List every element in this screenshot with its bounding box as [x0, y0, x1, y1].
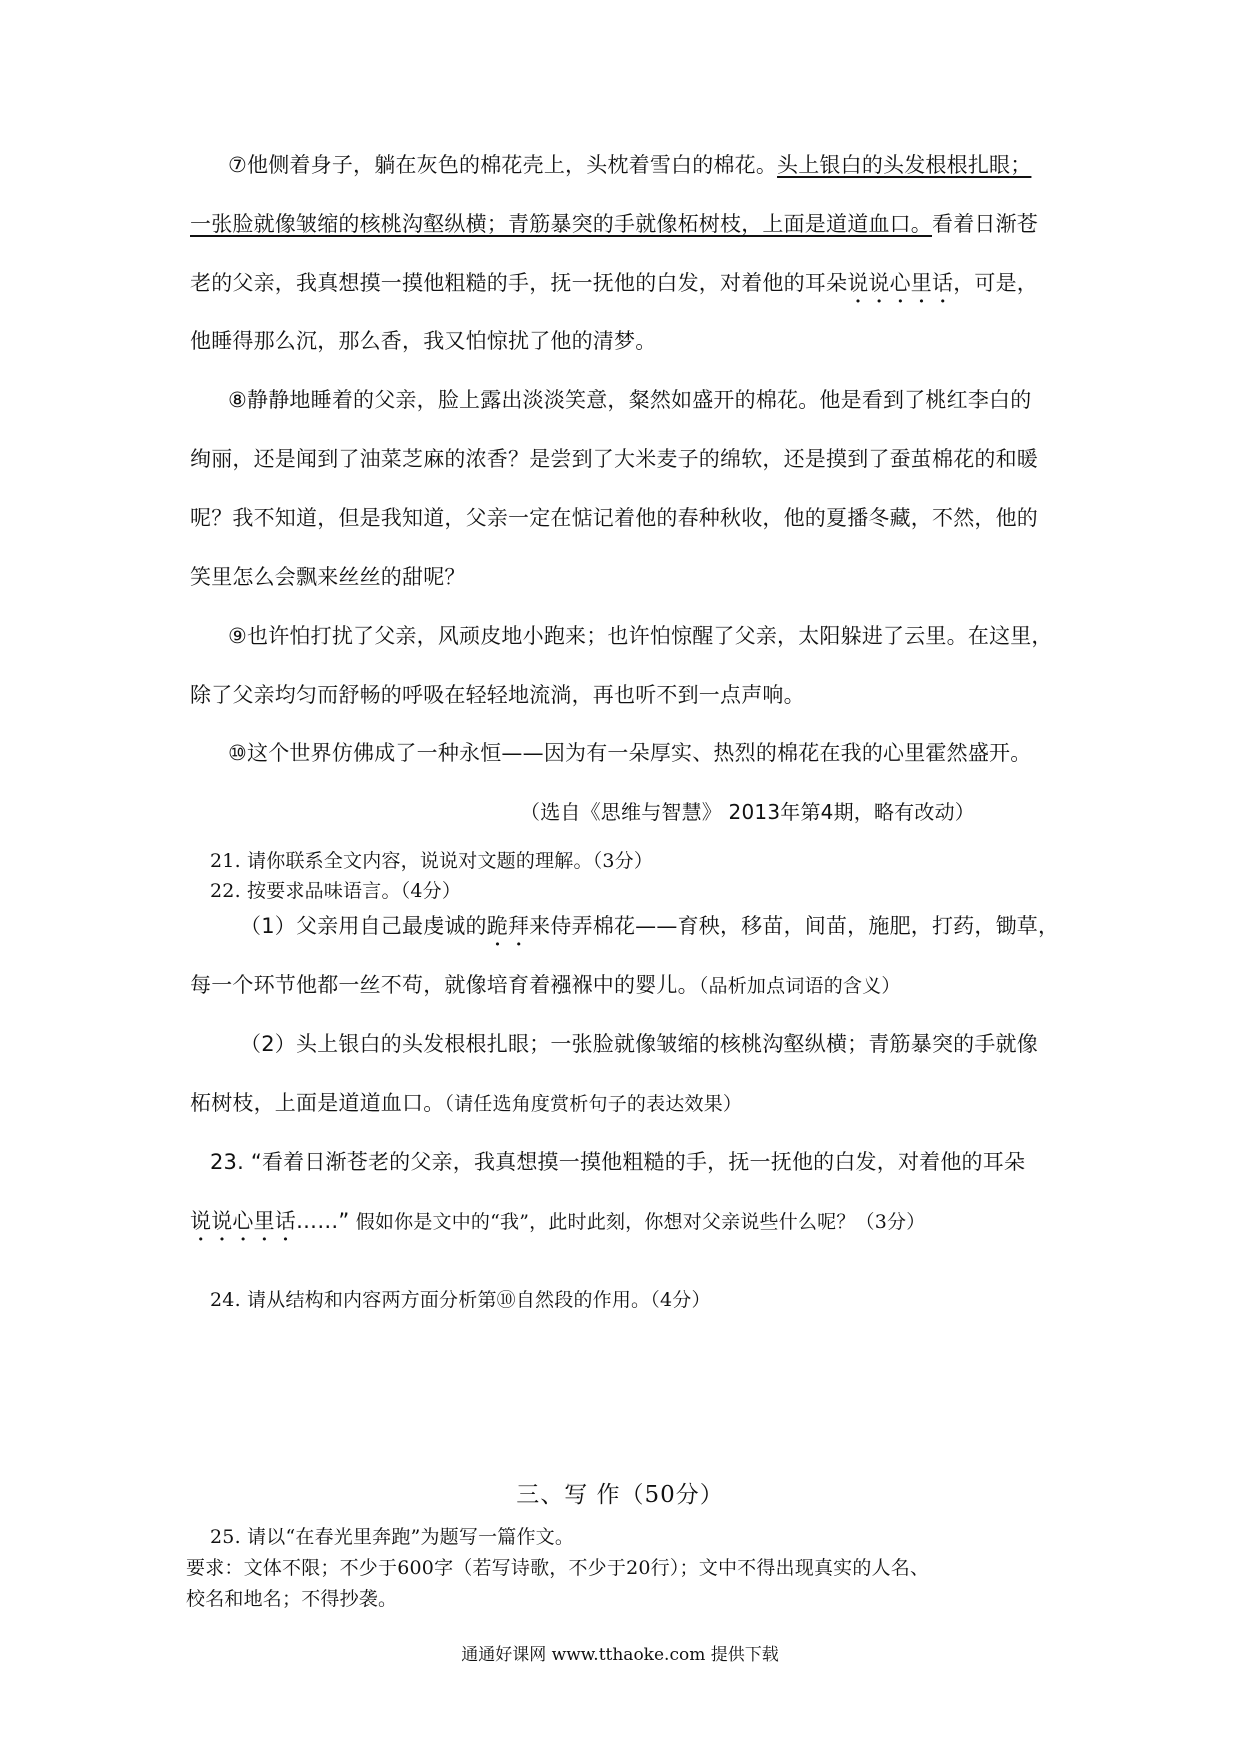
p8-line-4: 笑里怎么会飘来丝丝的甜呢？ — [190, 565, 466, 589]
dotted-phrase: 说说心里话 — [190, 1209, 296, 1233]
question-22-1-line-2 — [190, 970, 1070, 1001]
q22-1-text: 来侍弄棉花——育秧，移苗，间苗，施肥，打药，锄草， — [529, 914, 1060, 938]
question-25: 25. 请以“在春光里奔跑”为题写一篇作文。 — [210, 1526, 575, 1548]
q22-1-text: 每一个环节他都一丝不苟，就像培育着襁褓中的婴儿。 — [190, 973, 699, 997]
instruction-note: （请任选角度赏析句子的表达效果） — [444, 1093, 743, 1115]
source-citation: （选自《思维与智慧》 2013年第4期，略有改动） — [520, 800, 975, 824]
writing-requirements-line-2: 校名和地名；不得抄袭。 — [186, 1588, 398, 1610]
page-footer: 通通好课网 www.tthaoke.com 提供下载 — [461, 1645, 779, 1665]
p7-line-3 — [190, 268, 1070, 308]
writing-requirements-line-1: 要求：文体不限；不少于600字（若写诗歌，不少于20行）；文中不得出现真实的人名、 — [186, 1557, 930, 1579]
p8-line-3: 呢？我不知道，但是我知道，父亲一定在惦记着他的春种秋收，他的夏播冬藏，不然，他的 — [190, 506, 1038, 530]
underlined-sentence: 一张脸就像皱缩的核桃沟壑纵横；青筋暴突的手就像柘树枝，上面是道道血口。 — [190, 212, 932, 236]
p7-text: 看着日渐苍 — [932, 212, 1038, 236]
section-heading-writing: 三、写 作（50分） — [516, 1482, 724, 1508]
p8-line-1: ⑧静静地睡着的父亲，脸上露出淡淡笑意，粲然如盛开的棉花。他是看到了桃红李白的 — [228, 388, 1032, 412]
q23-text: 假如你是文中的“我”，此时此刻，你想对父亲说些什么呢？（3分） — [349, 1211, 926, 1233]
underlined-sentence: 头上银白的头发根根扎眼； — [777, 153, 1032, 177]
dotted-word: 跪拜 — [486, 914, 530, 938]
p7-text: 老的父亲，我真想摸一摸他粗糙的手，抚一抚他的白发，对着他的耳朵 — [190, 271, 848, 295]
p7-line-4: 他睡得那么沉，那么香，我又怕惊扰了他的清梦。 — [190, 329, 657, 353]
question-23-line-2 — [190, 1206, 1070, 1246]
question-22-1-line-1 — [240, 911, 1120, 951]
p7-line-2 — [190, 209, 1070, 239]
p9-line-1: ⑨也许怕打扰了父亲，风顽皮地小跑来；也许怕惊醒了父亲，太阳躲进了云里。在这里， — [228, 624, 1053, 648]
question-24: 24. 请从结构和内容两方面分析第⑩自然段的作用。（4分） — [210, 1289, 711, 1311]
p10-line: ⑩这个世界仿佛成了一种永恒——因为有一朵厚实、热烈的棉花在我的心里霍然盛开。 — [228, 741, 1032, 765]
question-21: 21. 请你联系全文内容，说说对文题的理解。（3分） — [210, 850, 654, 872]
p7-text: ，可是， — [953, 271, 1039, 295]
question-23-line-1: 23. “看着日渐苍老的父亲，我真想摸一摸他粗糙的手，抚一抚他的白发，对着他的耳朵 — [210, 1150, 1026, 1174]
p8-line-2: 绚丽，还是闻到了油菜芝麻的浓香？是尝到了大米麦子的绵软，还是摸到了蚕茧棉花的和暖 — [190, 447, 1038, 471]
p7-text: ⑦他侧着身子，躺在灰色的棉花壳上，头枕着雪白的棉花。 — [228, 153, 778, 177]
q22-1-text: （1）父亲用自己最虔诚的 — [240, 914, 487, 938]
question-22-2-line-1: （2）头上银白的头发根根扎眼；一张脸就像皱缩的核桃沟壑纵横；青筋暴突的手就像 — [240, 1032, 1038, 1056]
question-22-2-line-2 — [190, 1088, 1070, 1119]
instruction-note: （品析加点词语的含义） — [698, 975, 901, 997]
question-22: 22. 按要求品味语言。（4分） — [210, 880, 462, 902]
p9-line-2: 除了父亲均匀而舒畅的呼吸在轻轻地流淌，再也听不到一点声响。 — [190, 683, 805, 707]
q22-2-text: 柘树枝，上面是道道血口。 — [190, 1091, 445, 1115]
dotted-phrase: 说说心里话 — [847, 271, 954, 295]
p7-line-1 — [228, 150, 1108, 180]
q23-text: ……” — [296, 1209, 350, 1233]
